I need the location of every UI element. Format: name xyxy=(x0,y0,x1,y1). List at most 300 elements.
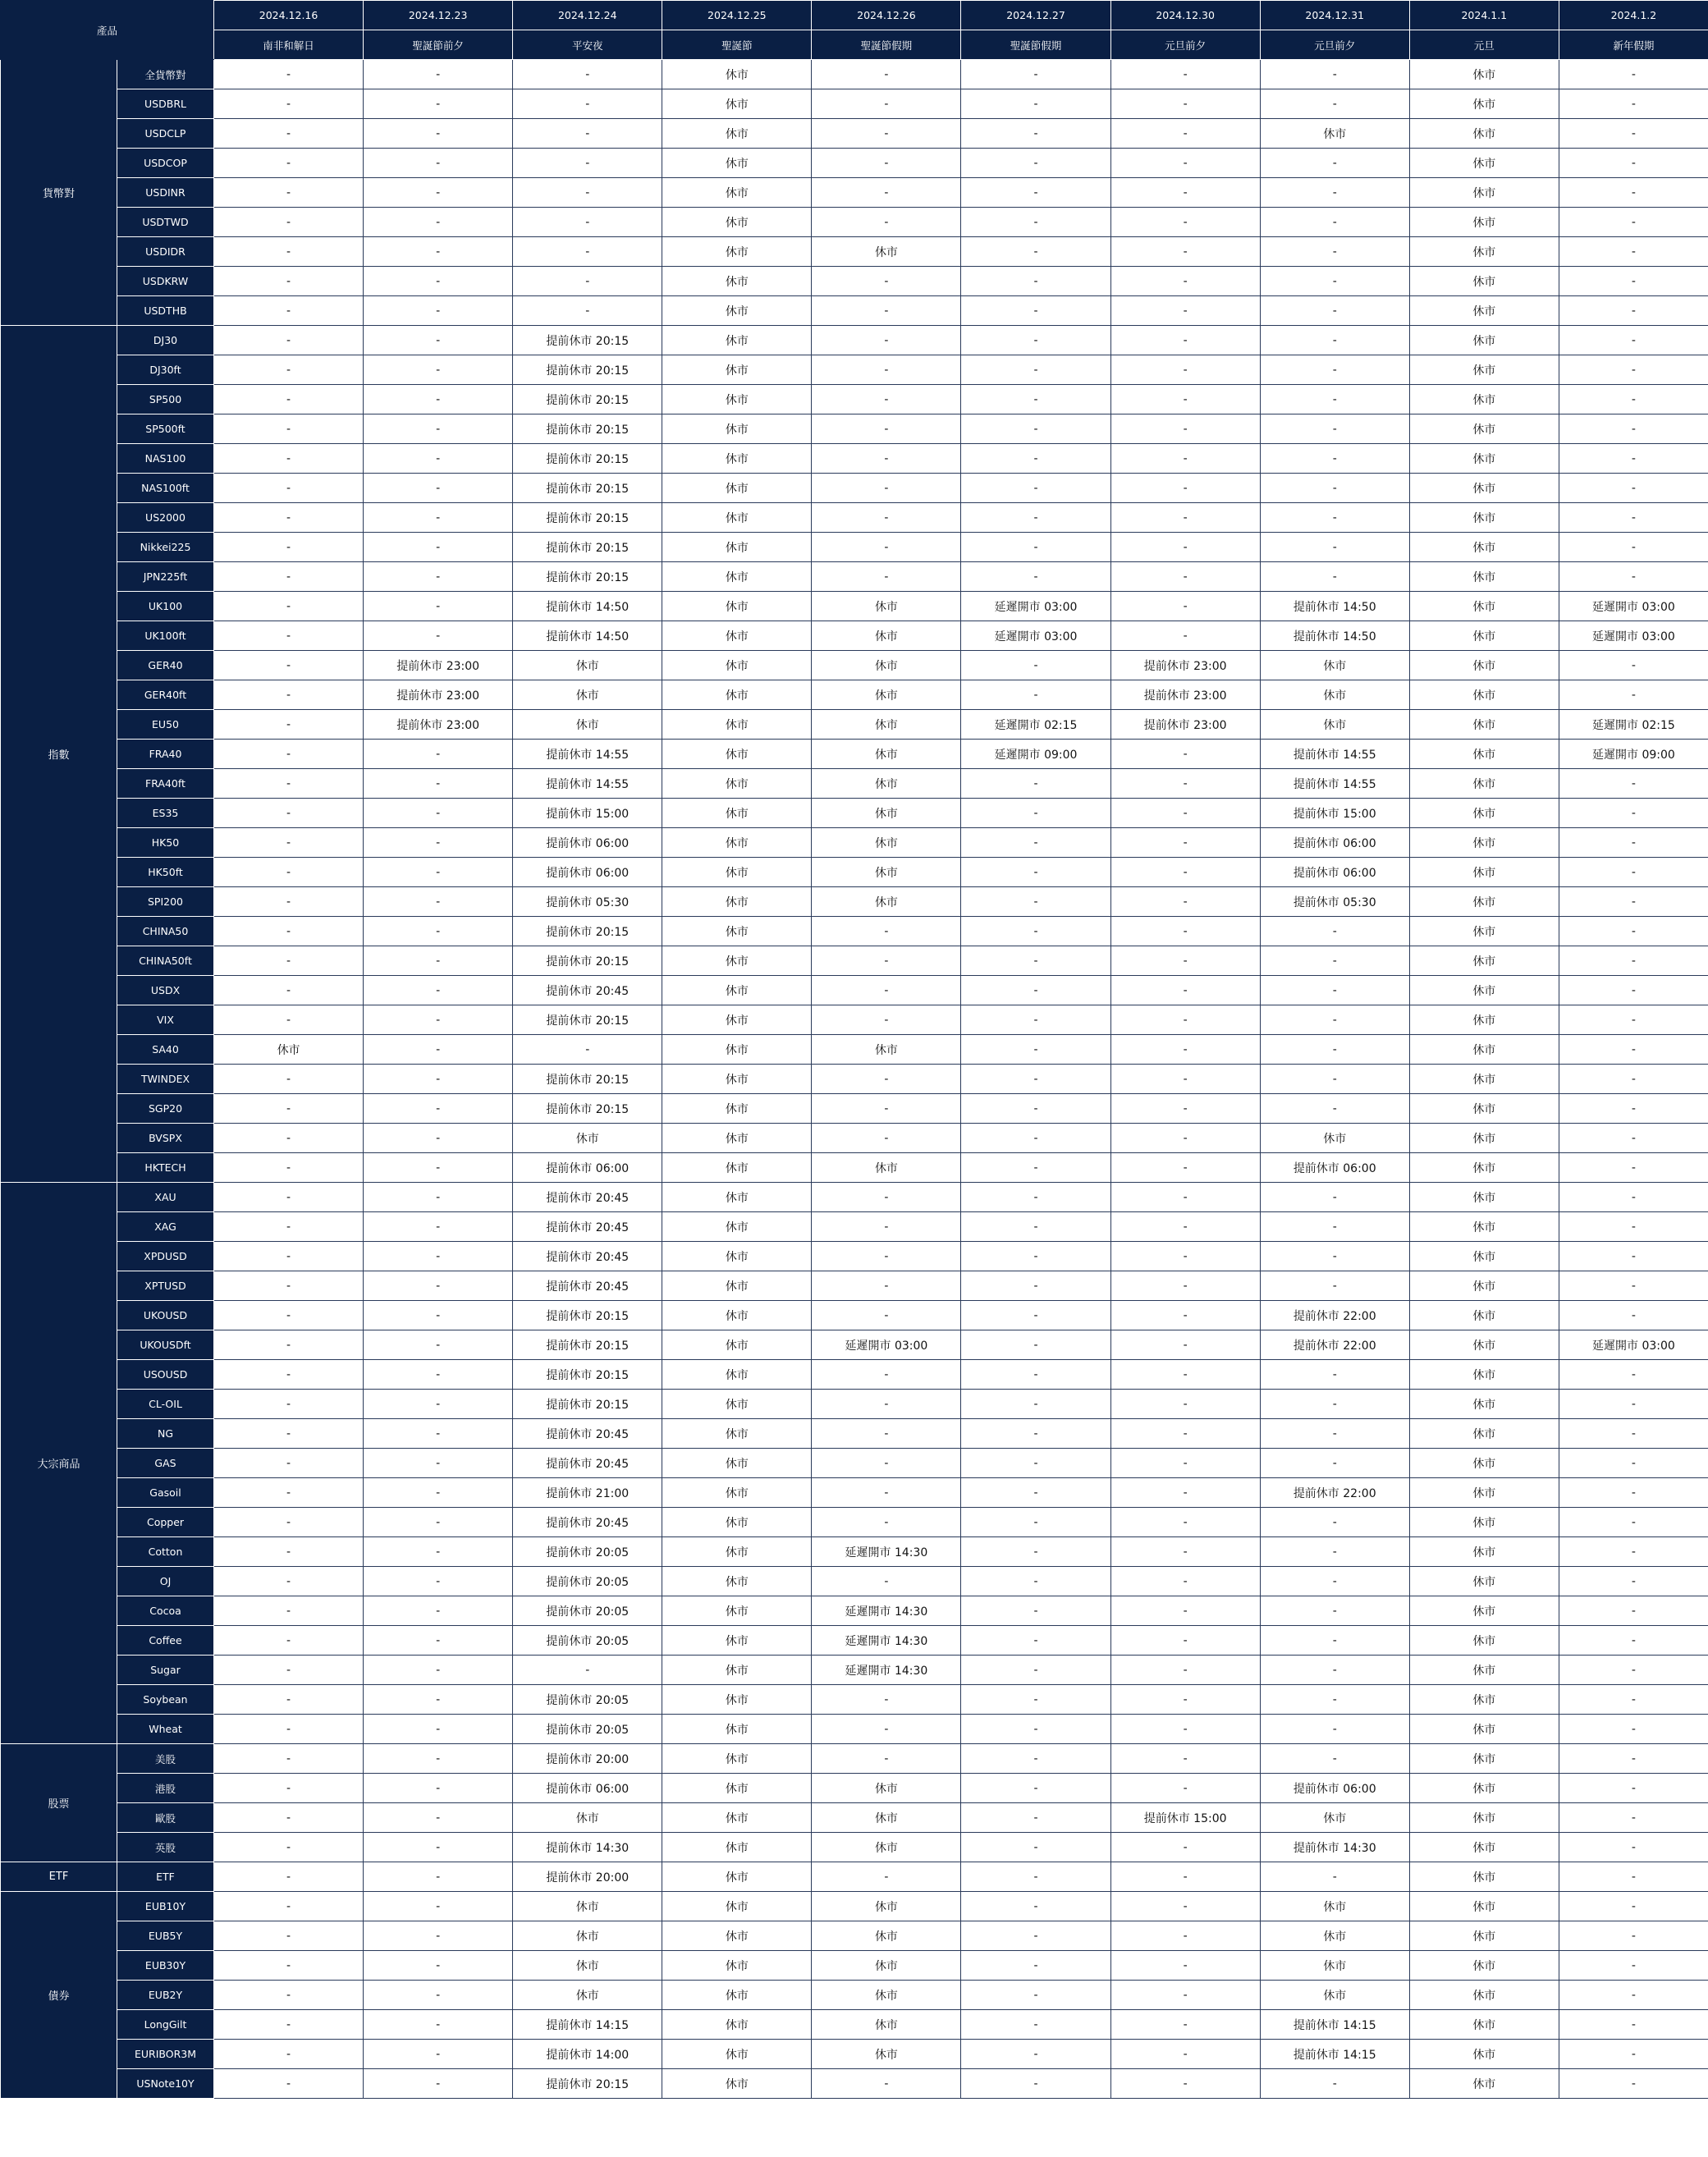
product-cell: NG xyxy=(117,1419,214,1449)
holiday-name-cell: 元旦 xyxy=(1409,30,1559,60)
schedule-cell: 休市 xyxy=(513,1892,662,1921)
schedule-cell: 休市 xyxy=(662,917,812,946)
schedule-cell: - xyxy=(214,1892,364,1921)
schedule-cell: 提前休市 20:15 xyxy=(513,474,662,503)
schedule-cell: 休市 xyxy=(513,651,662,680)
schedule-cell: - xyxy=(961,946,1110,976)
schedule-cell: - xyxy=(812,1271,961,1301)
schedule-cell: - xyxy=(1260,1035,1409,1065)
holiday-name-cell: 元旦前夕 xyxy=(1110,30,1260,60)
schedule-cell: - xyxy=(1110,2040,1260,2069)
schedule-cell: 提前休市 23:00 xyxy=(364,680,513,710)
schedule-cell: 提前休市 14:55 xyxy=(513,769,662,799)
schedule-cell: 提前休市 20:45 xyxy=(513,1271,662,1301)
schedule-cell: - xyxy=(1559,1862,1708,1892)
product-cell: GER40 xyxy=(117,651,214,680)
schedule-cell: - xyxy=(214,503,364,533)
schedule-cell: - xyxy=(1110,740,1260,769)
schedule-cell: - xyxy=(364,1626,513,1656)
schedule-cell: - xyxy=(961,1183,1110,1212)
schedule-cell: - xyxy=(364,1833,513,1862)
schedule-cell: 提前休市 14:00 xyxy=(513,2040,662,2069)
schedule-cell: - xyxy=(961,1390,1110,1419)
schedule-cell: 休市 xyxy=(513,1803,662,1833)
schedule-cell: 休市 xyxy=(662,1005,812,1035)
schedule-cell: - xyxy=(364,1094,513,1124)
schedule-cell: - xyxy=(364,1862,513,1892)
schedule-cell: 休市 xyxy=(662,208,812,237)
holiday-name-cell: 聖誕節 xyxy=(662,30,812,60)
schedule-cell: - xyxy=(1110,1921,1260,1951)
schedule-cell: - xyxy=(1260,1360,1409,1390)
category-cell: 指數 xyxy=(1,326,117,1183)
product-cell: DJ30 xyxy=(117,326,214,355)
table-row xyxy=(1,2040,1708,2069)
schedule-cell: - xyxy=(812,976,961,1005)
product-cell: USDTWD xyxy=(117,208,214,237)
schedule-cell: - xyxy=(214,976,364,1005)
schedule-cell: 提前休市 20:15 xyxy=(513,1330,662,1360)
schedule-cell: 提前休市 20:15 xyxy=(513,385,662,414)
schedule-cell: - xyxy=(812,296,961,326)
table-row xyxy=(1,858,1708,887)
schedule-cell: 提前休市 14:30 xyxy=(513,1833,662,1862)
schedule-cell: - xyxy=(961,503,1110,533)
schedule-cell: - xyxy=(1110,2069,1260,2099)
schedule-cell: 休市 xyxy=(1409,503,1559,533)
schedule-cell: - xyxy=(364,1271,513,1301)
product-cell: EUB5Y xyxy=(117,1921,214,1951)
schedule-cell: 提前休市 20:15 xyxy=(513,1065,662,1094)
schedule-cell: - xyxy=(214,946,364,976)
schedule-cell: 休市 xyxy=(662,1862,812,1892)
schedule-cell: 提前休市 14:50 xyxy=(1260,592,1409,621)
schedule-cell: - xyxy=(812,1419,961,1449)
schedule-cell: - xyxy=(1260,1005,1409,1035)
schedule-cell: 休市 xyxy=(662,149,812,178)
schedule-cell: - xyxy=(961,1035,1110,1065)
product-cell: UKOUSD xyxy=(117,1301,214,1330)
schedule-cell: - xyxy=(1110,1833,1260,1862)
schedule-cell: - xyxy=(1110,1774,1260,1803)
schedule-cell: - xyxy=(1260,1449,1409,1478)
table-row xyxy=(1,828,1708,858)
schedule-cell: - xyxy=(214,1537,364,1567)
schedule-cell: - xyxy=(1110,1508,1260,1537)
schedule-cell: - xyxy=(1110,1183,1260,1212)
schedule-cell: - xyxy=(812,2069,961,2099)
table-row xyxy=(1,1390,1708,1419)
schedule-cell: - xyxy=(1559,887,1708,917)
schedule-cell: 提前休市 23:00 xyxy=(364,651,513,680)
table-row xyxy=(1,355,1708,385)
holiday-name-cell: 聖誕節假期 xyxy=(961,30,1110,60)
schedule-cell: 提前休市 23:00 xyxy=(1110,680,1260,710)
schedule-cell: - xyxy=(364,237,513,267)
product-cell: USDBRL xyxy=(117,89,214,119)
schedule-cell: 休市 xyxy=(812,740,961,769)
schedule-cell: - xyxy=(364,2069,513,2099)
schedule-cell: - xyxy=(214,828,364,858)
schedule-cell: - xyxy=(364,562,513,592)
schedule-cell: - xyxy=(812,1685,961,1715)
product-cell: Cotton xyxy=(117,1537,214,1567)
schedule-cell: - xyxy=(1110,1715,1260,1744)
schedule-cell: 休市 xyxy=(513,680,662,710)
schedule-cell: - xyxy=(1110,89,1260,119)
schedule-cell: 提前休市 14:15 xyxy=(1260,2010,1409,2040)
schedule-cell: 休市 xyxy=(1409,1596,1559,1626)
schedule-cell: 休市 xyxy=(1409,1981,1559,2010)
schedule-cell: - xyxy=(1110,562,1260,592)
schedule-cell: 休市 xyxy=(1409,1242,1559,1271)
schedule-cell: - xyxy=(214,355,364,385)
schedule-cell: - xyxy=(1559,799,1708,828)
table-row xyxy=(1,1567,1708,1596)
schedule-cell: - xyxy=(1110,1656,1260,1685)
schedule-cell: 休市 xyxy=(1409,1449,1559,1478)
schedule-cell: - xyxy=(1110,887,1260,917)
schedule-cell: 休市 xyxy=(662,651,812,680)
schedule-cell: 休市 xyxy=(1409,1124,1559,1153)
product-cell: Sugar xyxy=(117,1656,214,1685)
schedule-cell: - xyxy=(1559,89,1708,119)
schedule-cell: 休市 xyxy=(1409,858,1559,887)
schedule-cell: 提前休市 06:00 xyxy=(1260,1153,1409,1183)
schedule-cell: - xyxy=(961,1271,1110,1301)
schedule-cell: 提前休市 20:45 xyxy=(513,976,662,1005)
product-cell: SP500ft xyxy=(117,414,214,444)
product-cell: UKOUSDft xyxy=(117,1330,214,1360)
schedule-cell: - xyxy=(214,562,364,592)
schedule-cell: 休市 xyxy=(1260,1892,1409,1921)
table-row xyxy=(1,1124,1708,1153)
table-row xyxy=(1,149,1708,178)
schedule-cell: - xyxy=(214,887,364,917)
schedule-cell: 休市 xyxy=(1409,267,1559,296)
schedule-cell: 休市 xyxy=(1409,1567,1559,1596)
table-row xyxy=(1,1035,1708,1065)
schedule-cell: 提前休市 14:55 xyxy=(1260,740,1409,769)
schedule-cell: 休市 xyxy=(662,89,812,119)
schedule-cell: 休市 xyxy=(1409,946,1559,976)
schedule-cell: - xyxy=(214,1656,364,1685)
holiday-name-cell: 南非和解日 xyxy=(214,30,364,60)
schedule-cell: 休市 xyxy=(513,1921,662,1951)
schedule-cell: 休市 xyxy=(662,858,812,887)
schedule-cell: - xyxy=(961,651,1110,680)
schedule-cell: - xyxy=(364,1153,513,1183)
schedule-cell: 休市 xyxy=(812,680,961,710)
schedule-cell: - xyxy=(214,680,364,710)
schedule-cell: - xyxy=(1260,1862,1409,1892)
schedule-cell: 休市 xyxy=(662,592,812,621)
schedule-cell: - xyxy=(513,208,662,237)
schedule-cell: 休市 xyxy=(1409,1626,1559,1656)
schedule-cell: 休市 xyxy=(662,533,812,562)
table-row xyxy=(1,1419,1708,1449)
product-cell: EUB10Y xyxy=(117,1892,214,1921)
schedule-cell: 提前休市 20:15 xyxy=(513,503,662,533)
schedule-cell: - xyxy=(1559,769,1708,799)
table-row xyxy=(1,710,1708,740)
schedule-cell: 休市 xyxy=(662,326,812,355)
schedule-cell: 休市 xyxy=(1409,651,1559,680)
product-cell: XPDUSD xyxy=(117,1242,214,1271)
schedule-cell: 休市 xyxy=(1409,1183,1559,1212)
table-body xyxy=(1,60,1708,2099)
schedule-cell: - xyxy=(364,740,513,769)
product-cell: ES35 xyxy=(117,799,214,828)
schedule-cell: 休市 xyxy=(1409,769,1559,799)
schedule-cell: 提前休市 20:45 xyxy=(513,1508,662,1537)
schedule-cell: - xyxy=(1110,2010,1260,2040)
schedule-cell: - xyxy=(1110,799,1260,828)
schedule-cell: - xyxy=(364,208,513,237)
schedule-cell: - xyxy=(1559,1035,1708,1065)
schedule-cell: 休市 xyxy=(1409,1094,1559,1124)
schedule-cell: - xyxy=(1559,237,1708,267)
schedule-cell: 休市 xyxy=(1409,60,1559,89)
schedule-cell: 休市 xyxy=(1409,208,1559,237)
schedule-cell: - xyxy=(1559,2010,1708,2040)
product-cell: USDINR xyxy=(117,178,214,208)
schedule-cell: - xyxy=(364,89,513,119)
product-cell: ETF xyxy=(117,1862,214,1892)
schedule-cell: - xyxy=(961,858,1110,887)
schedule-cell: 休市 xyxy=(812,1921,961,1951)
schedule-cell: - xyxy=(812,474,961,503)
schedule-cell: - xyxy=(1110,533,1260,562)
schedule-cell: - xyxy=(1260,296,1409,326)
schedule-cell: - xyxy=(1559,828,1708,858)
schedule-cell: 休市 xyxy=(662,1921,812,1951)
schedule-cell: - xyxy=(812,208,961,237)
product-cell: DJ30ft xyxy=(117,355,214,385)
schedule-cell: 提前休市 14:15 xyxy=(1260,2040,1409,2069)
schedule-cell: - xyxy=(1260,1537,1409,1567)
schedule-cell: - xyxy=(961,562,1110,592)
product-cell: 全貨幣對 xyxy=(117,60,214,89)
table-row xyxy=(1,503,1708,533)
product-cell: NAS100ft xyxy=(117,474,214,503)
schedule-cell: - xyxy=(513,149,662,178)
schedule-cell: 休市 xyxy=(1409,89,1559,119)
schedule-cell: - xyxy=(364,1419,513,1449)
schedule-cell: - xyxy=(1260,385,1409,414)
product-cell: FRA40ft xyxy=(117,769,214,799)
schedule-cell: - xyxy=(364,828,513,858)
schedule-cell: 休市 xyxy=(513,1124,662,1153)
schedule-cell: 休市 xyxy=(662,2040,812,2069)
schedule-cell: - xyxy=(364,1065,513,1094)
schedule-cell: 提前休市 06:00 xyxy=(1260,828,1409,858)
schedule-cell: - xyxy=(513,296,662,326)
table-row xyxy=(1,1360,1708,1390)
schedule-cell: 提前休市 06:00 xyxy=(1260,858,1409,887)
table-row xyxy=(1,237,1708,267)
date-header-cell: 2024.12.24 xyxy=(513,1,662,30)
product-cell: 美股 xyxy=(117,1744,214,1774)
table-row xyxy=(1,1774,1708,1803)
schedule-cell: - xyxy=(1559,1685,1708,1715)
schedule-cell: 提前休市 21:00 xyxy=(513,1478,662,1508)
schedule-cell: - xyxy=(214,1774,364,1803)
table-row xyxy=(1,976,1708,1005)
schedule-cell: - xyxy=(364,799,513,828)
schedule-cell: - xyxy=(1559,1537,1708,1567)
product-cell: USDKRW xyxy=(117,267,214,296)
schedule-cell: - xyxy=(1559,1183,1708,1212)
schedule-cell: 提前休市 06:00 xyxy=(513,828,662,858)
table-row xyxy=(1,326,1708,355)
schedule-cell: - xyxy=(1110,1862,1260,1892)
schedule-cell: - xyxy=(1260,149,1409,178)
schedule-cell: - xyxy=(1110,1005,1260,1035)
product-cell: Wheat xyxy=(117,1715,214,1744)
schedule-cell: - xyxy=(1559,60,1708,89)
schedule-cell: 休市 xyxy=(812,710,961,740)
schedule-cell: 休市 xyxy=(812,858,961,887)
schedule-cell: - xyxy=(1110,621,1260,651)
schedule-cell: - xyxy=(214,1419,364,1449)
schedule-cell: - xyxy=(1559,178,1708,208)
schedule-cell: - xyxy=(1260,562,1409,592)
schedule-cell: - xyxy=(812,414,961,444)
schedule-cell: - xyxy=(1559,1005,1708,1035)
schedule-cell: 休市 xyxy=(1409,592,1559,621)
schedule-cell: 休市 xyxy=(1409,1301,1559,1330)
schedule-cell: 休市 xyxy=(662,1833,812,1862)
schedule-cell: 延遲開市 03:00 xyxy=(1559,1330,1708,1360)
product-cell: VIX xyxy=(117,1005,214,1035)
schedule-cell: - xyxy=(1110,208,1260,237)
schedule-cell: - xyxy=(1559,1833,1708,1862)
schedule-cell: - xyxy=(1110,326,1260,355)
table-row xyxy=(1,592,1708,621)
schedule-cell: 休市 xyxy=(1409,710,1559,740)
schedule-cell: - xyxy=(1110,296,1260,326)
schedule-cell: - xyxy=(214,1626,364,1656)
schedule-cell: 休市 xyxy=(1409,1744,1559,1774)
schedule-cell: 休市 xyxy=(1409,887,1559,917)
schedule-cell: - xyxy=(214,326,364,355)
table-row xyxy=(1,1242,1708,1271)
schedule-cell: - xyxy=(1559,296,1708,326)
schedule-cell: 休市 xyxy=(662,60,812,89)
schedule-cell: - xyxy=(364,503,513,533)
product-cell: LongGilt xyxy=(117,2010,214,2040)
schedule-cell: 延遲開市 14:30 xyxy=(812,1537,961,1567)
product-cell: XPTUSD xyxy=(117,1271,214,1301)
schedule-cell: 提前休市 20:15 xyxy=(513,2069,662,2099)
schedule-cell: - xyxy=(364,355,513,385)
table-row xyxy=(1,946,1708,976)
schedule-cell: - xyxy=(364,2040,513,2069)
schedule-cell: 休市 xyxy=(1409,1537,1559,1567)
product-cell: Copper xyxy=(117,1508,214,1537)
schedule-cell: - xyxy=(364,1567,513,1596)
schedule-cell: 休市 xyxy=(1260,1921,1409,1951)
schedule-cell: 休市 xyxy=(662,621,812,651)
schedule-cell: 休市 xyxy=(662,680,812,710)
schedule-cell: 提前休市 20:05 xyxy=(513,1567,662,1596)
date-header-cell: 2024.12.30 xyxy=(1110,1,1260,30)
schedule-cell: 休市 xyxy=(1409,799,1559,828)
schedule-cell: 延遲開市 09:00 xyxy=(961,740,1110,769)
schedule-cell: 休市 xyxy=(214,1035,364,1065)
table-row xyxy=(1,1656,1708,1685)
schedule-cell: 休市 xyxy=(1409,2069,1559,2099)
schedule-cell: - xyxy=(364,60,513,89)
schedule-cell: - xyxy=(1559,651,1708,680)
product-cell: BVSPX xyxy=(117,1124,214,1153)
category-cell: 大宗商品 xyxy=(1,1183,117,1744)
schedule-cell: 提前休市 22:00 xyxy=(1260,1301,1409,1330)
schedule-cell: 休市 xyxy=(812,799,961,828)
table-row xyxy=(1,917,1708,946)
schedule-cell: - xyxy=(1559,1301,1708,1330)
schedule-cell: - xyxy=(961,533,1110,562)
table-row xyxy=(1,1862,1708,1892)
schedule-cell: - xyxy=(1260,1656,1409,1685)
schedule-cell: - xyxy=(812,503,961,533)
schedule-cell: - xyxy=(961,1537,1110,1567)
schedule-cell: - xyxy=(1110,1449,1260,1478)
schedule-cell: 休市 xyxy=(1409,828,1559,858)
product-cell: UK100 xyxy=(117,592,214,621)
schedule-cell: - xyxy=(961,1715,1110,1744)
schedule-cell: - xyxy=(1110,1242,1260,1271)
category-cell: ETF xyxy=(1,1862,117,1892)
schedule-cell: 提前休市 20:00 xyxy=(513,1744,662,1774)
product-cell: EUB30Y xyxy=(117,1951,214,1981)
schedule-cell: - xyxy=(214,149,364,178)
product-cell: Coffee xyxy=(117,1626,214,1656)
schedule-cell: 提前休市 20:15 xyxy=(513,946,662,976)
schedule-cell: 提前休市 20:15 xyxy=(513,326,662,355)
table-row xyxy=(1,887,1708,917)
schedule-cell: - xyxy=(1110,592,1260,621)
schedule-cell: - xyxy=(364,1951,513,1981)
table-row xyxy=(1,651,1708,680)
schedule-cell: 提前休市 20:00 xyxy=(513,1862,662,1892)
schedule-cell: - xyxy=(1260,976,1409,1005)
schedule-cell: - xyxy=(214,740,364,769)
schedule-cell: 休市 xyxy=(1409,976,1559,1005)
table-row xyxy=(1,1212,1708,1242)
schedule-cell: - xyxy=(812,1449,961,1478)
table-row xyxy=(1,1508,1708,1537)
schedule-cell: 提前休市 14:50 xyxy=(1260,621,1409,651)
schedule-cell: 提前休市 20:05 xyxy=(513,1626,662,1656)
schedule-cell: - xyxy=(1110,237,1260,267)
schedule-cell: - xyxy=(1559,917,1708,946)
schedule-cell: - xyxy=(364,1301,513,1330)
schedule-cell: 休市 xyxy=(662,385,812,414)
schedule-cell: - xyxy=(812,89,961,119)
schedule-cell: - xyxy=(961,1833,1110,1862)
schedule-cell: 休市 xyxy=(662,710,812,740)
product-cell: FRA40 xyxy=(117,740,214,769)
schedule-cell: - xyxy=(1559,533,1708,562)
schedule-cell: - xyxy=(364,533,513,562)
schedule-cell: - xyxy=(961,355,1110,385)
table-row xyxy=(1,178,1708,208)
schedule-cell: 延遲開市 02:15 xyxy=(961,710,1110,740)
schedule-cell: - xyxy=(1260,1685,1409,1715)
schedule-cell: 休市 xyxy=(1409,414,1559,444)
